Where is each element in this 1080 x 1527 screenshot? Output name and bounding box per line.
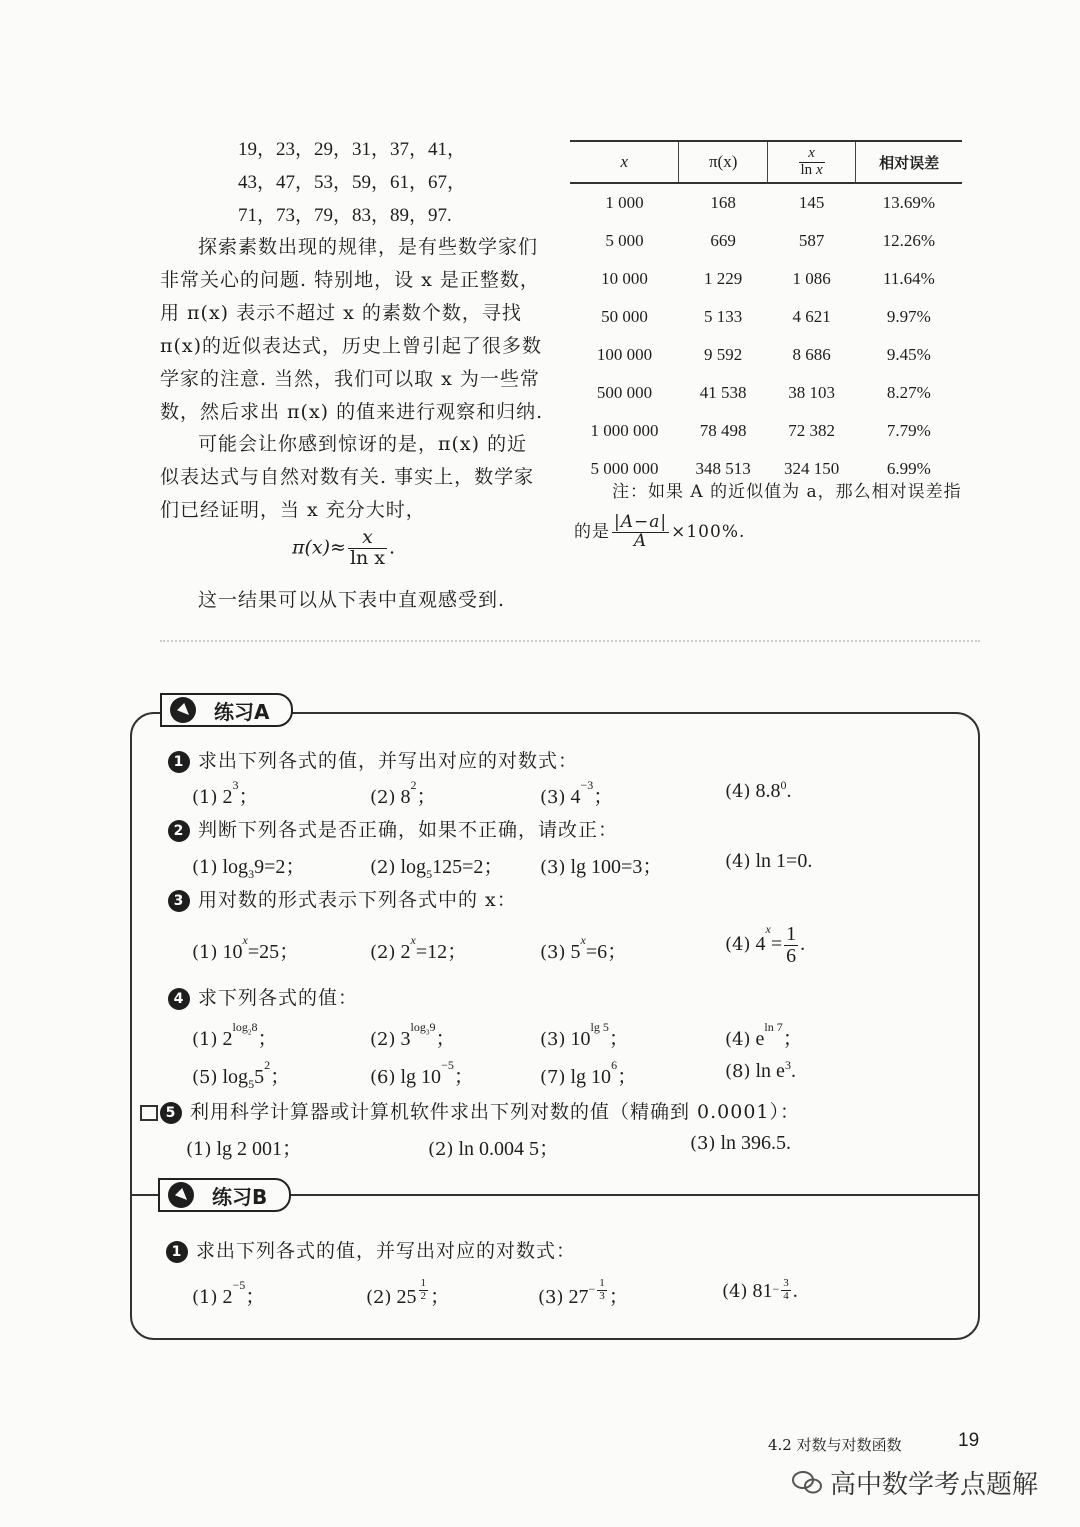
table-cell: 500 000: [596, 383, 653, 402]
table-row: [570, 260, 962, 298]
exercise-a-q4: 4 求下列各式的值：: [168, 983, 358, 1010]
item: (3) $10^{lg 5}$；: [540, 1020, 629, 1050]
item: (6) $\lg 10^{-5}$；: [370, 1058, 474, 1088]
table-cell: 1 086: [792, 269, 831, 288]
item: (5) $\log_55^2$；: [192, 1058, 291, 1091]
item: (3) $4^{-3}$；: [540, 778, 614, 808]
text-line: 似表达式与自然对数有关. 事实上，数学家: [160, 466, 535, 488]
pencil-icon: [168, 1182, 194, 1208]
table-cell: 324 150: [783, 459, 840, 478]
table-note-formula: 的是 $\frac{|A-a|}{A}$ ×100%.: [574, 512, 746, 551]
item: (7) $\lg 10^6$；: [540, 1058, 638, 1088]
header-pi: π(x): [679, 141, 767, 183]
exercise-b-tag: 练习B: [158, 1178, 291, 1212]
prime-table: [570, 140, 962, 488]
table-row: [570, 336, 962, 374]
page-number: 19: [958, 1430, 980, 1451]
text-line: 用 π(x) 表示不超过 x 的素数个数，寻找: [160, 302, 522, 324]
item: (4) ln 1=0.: [725, 850, 813, 872]
item: (3) $27^{- \frac{1}{3}}$ ；: [538, 1277, 629, 1308]
prime-line: 71，73，79，83，89，97.: [238, 205, 452, 226]
item: (2) $3^{log_39}$；: [370, 1020, 456, 1050]
item: (4) $8.8^0$.: [725, 778, 792, 802]
item: (2) $2^x=12$；: [370, 933, 468, 963]
table-cell: 6.99%: [886, 459, 931, 478]
table-cell: 348 513: [695, 459, 751, 478]
table-cell: 587: [798, 231, 825, 250]
table-cell: 7.79%: [886, 421, 931, 440]
table-cell: 50 000: [601, 307, 648, 326]
item: (8) $\ln e^3$.: [725, 1058, 796, 1082]
item: (4) $4^x=$ $\frac{1}{6}$ .: [725, 922, 806, 967]
calculator-icon: [140, 1105, 158, 1121]
item: (1) lg 2 001；: [186, 1138, 303, 1160]
table-row: [570, 183, 962, 222]
divider: [160, 640, 980, 642]
chat-logo-icon: [792, 1470, 822, 1496]
item: (3) ln 396.5.: [690, 1132, 792, 1154]
text-line: 学家的注意. 当然，我们可以取 x 为一些常: [160, 368, 540, 390]
exercise-a-q1: 1 求出下列各式的值，并写出对应的对数式：: [168, 746, 578, 773]
text-line: π(x)的近似表达式，历史上曾引起了很多数: [160, 335, 543, 357]
text-line: 非常关心的问题. 特别地，设 x 是正整数，: [160, 269, 540, 291]
item: (1) $\log_39=2$；: [192, 856, 306, 881]
table-cell: 8.27%: [886, 383, 931, 402]
exercise-a-q5: 5 利用科学计算器或计算机软件求出下列对数的值（精确到 0.0001）：: [140, 1097, 800, 1124]
table-row: [570, 374, 962, 412]
text-line: 探索素数出现的规律，是有些数学家们: [198, 236, 539, 258]
table-cell: 1 000 000: [590, 421, 659, 440]
table-cell: 8 686: [792, 345, 831, 364]
pencil-icon: [170, 697, 196, 723]
item: (2) $8^2$；: [370, 778, 437, 808]
header-x-over-lnx: $\frac{x}{\text{ln x}}$: [767, 141, 855, 183]
section-title: 4.2 对数与对数函数: [768, 1436, 902, 1454]
exercise-a-tag: 练习A: [160, 693, 293, 727]
item: (3) lg 100=3；: [540, 856, 663, 878]
table-cell: 5 133: [704, 307, 743, 326]
table-cell: 1 000: [605, 193, 644, 212]
table-cell: 9.45%: [886, 345, 931, 364]
table-cell: 1 229: [704, 269, 743, 288]
item: (2) ln 0.004 5；: [428, 1138, 560, 1160]
prime-line: 43，47，53，59，61，67，: [238, 172, 467, 193]
table-cell: 41 538: [699, 383, 747, 402]
table-row: [570, 298, 962, 336]
table-cell: 13.69%: [882, 193, 936, 212]
table-cell: 78 498: [699, 421, 747, 440]
exercise-b-q1: 1 求出下列各式的值，并写出对应的对数式：: [166, 1236, 576, 1263]
table-cell: 12.26%: [882, 231, 936, 250]
table-cell: 168: [710, 193, 736, 212]
table-cell: 4 621: [792, 307, 831, 326]
prime-line: 19，23，29，31，37，41，: [238, 139, 467, 160]
item: (3) $5^x=6$；: [540, 933, 628, 963]
exercise-a-q3: 3 用对数的形式表示下列各式中的 x：: [168, 885, 517, 912]
text-line: 可能会让你感到惊讶的是，π(x) 的近: [198, 433, 528, 455]
table-cell: 10 000: [601, 269, 648, 288]
watermark: 高中数学考点题解: [792, 1464, 1038, 1501]
item: (4) $81^{- \frac{3}{4}}$ .: [722, 1277, 798, 1302]
item: (1) $2^3$；: [192, 778, 259, 808]
table-cell: 669: [710, 231, 736, 250]
table-cell: 72 382: [788, 421, 835, 440]
item: (1) $10^x=25$；: [192, 933, 300, 963]
header-x: x: [570, 141, 679, 183]
table-cell: 11.64%: [882, 269, 935, 288]
table-cell: 9.97%: [886, 307, 931, 326]
table-row: [570, 222, 962, 260]
item: (1) $2^{-5}$；: [192, 1278, 266, 1308]
table-cell: 5 000: [605, 231, 644, 250]
item: (1) $2^{log_28}$；: [192, 1020, 278, 1050]
paragraph-table-intro: 这一结果可以从下表中直观感受到.: [198, 589, 506, 611]
table-cell: 5 000 000: [590, 459, 659, 478]
prime-formula: π(x)≈ $\frac{x}{\text{ln x}}$ .: [292, 526, 396, 569]
table-cell: 145: [798, 193, 825, 212]
table-note: 注：如果 A 的近似值为 a，那么相对误差指: [612, 482, 962, 502]
table-cell: 9 592: [704, 345, 743, 364]
text-line: 们已经证明，当 x 充分大时，: [160, 499, 426, 521]
item: (4) $e^{ln 7}$；: [725, 1020, 803, 1050]
item: (2) 25 $^{\frac{1}{2}}$ ；: [366, 1277, 450, 1308]
table-cell: 100 000: [596, 345, 653, 364]
header-error: 相对误差: [856, 141, 962, 183]
paragraph-approx: [160, 428, 550, 527]
item: (2) $\log_5125=2$；: [370, 856, 504, 881]
paragraph-primes: [160, 231, 550, 429]
prime-list: [238, 133, 466, 232]
table-cell: 38 103: [788, 383, 835, 402]
exercise-a-q2: 2 判断下列各式是否正确，如果不正确，请改正：: [168, 815, 618, 842]
table-header-row: [570, 141, 962, 183]
text-line: 数，然后求出 π(x) 的值来进行观察和归纳.: [160, 401, 544, 423]
table-row: [570, 412, 962, 450]
